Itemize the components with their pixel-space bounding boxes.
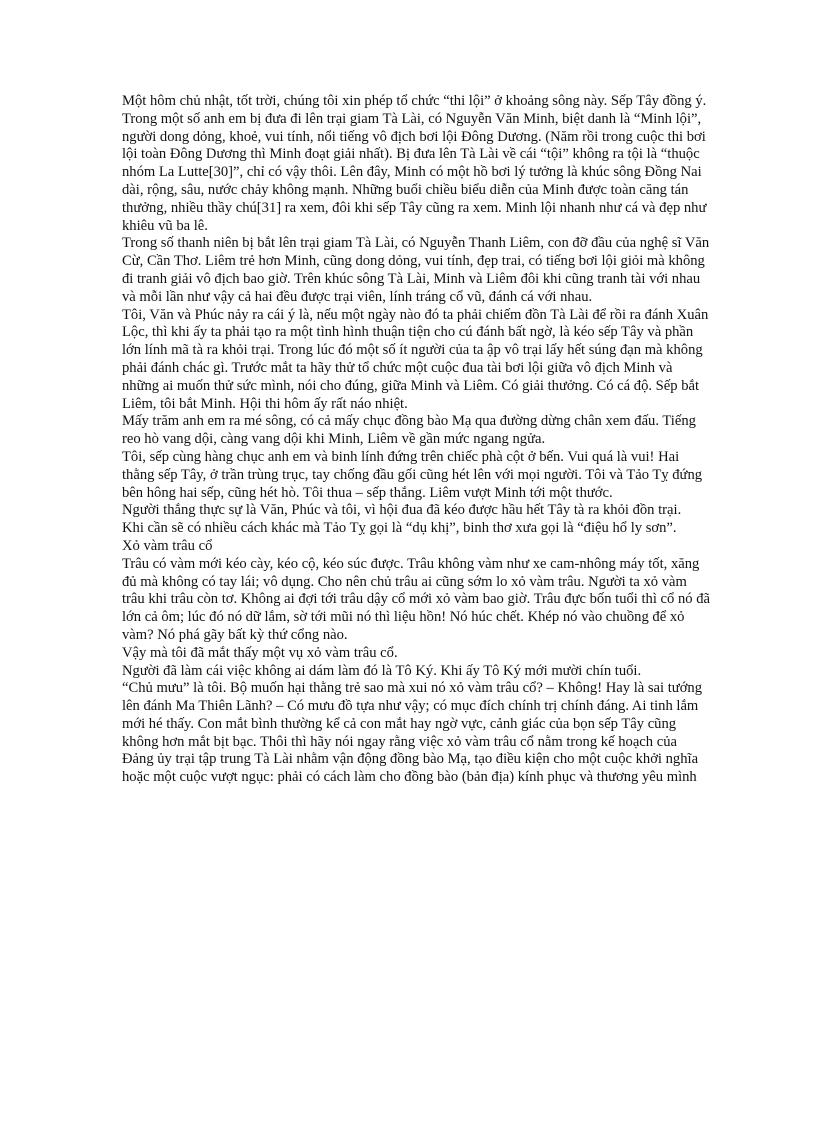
paragraph-chu-muu: “Chủ mưu” là tôi. Bộ muốn hại thằng trẻ sao mà xui nó xỏ vàm trâu cổ? – Không! Hay là sai tướng lên đánh Ma Thiên Lãnh? – Có mưu đồ tựa như vậy; có mục đích chính trị chính đáng. Ai tinh lắm mới hé thấy. Con mắt bình thường kể cả con mắt hay ngờ vực, cảnh giác của bọn sếp Tây cũng không hơn mắt bịt bạc. Thôi thì hãy nói ngay rằng việc xỏ vàm trâu cổ nằm trong kế hoạch của Đảng ủy trại tập trung Tà Lài nhằm vận động đồng bào Mạ, tạo điều kiện cho một cuộc khởi nghĩa hoặc một cuộc vượt ngục: phải có cách làm cho đồng bào (bản địa) kính phục và thương yêu mình [122,680,703,786]
paragraph-plan: Tôi, Văn và Phúc nảy ra cái ý là, nếu một ngày nào đó ta phải chiếm đồn Tà Lài để rồi ra đánh Xuân Lộc, thì khi ấy ta phải tạo ra một tình hình thuận tiện cho cú đánh bất ngờ, là kéo sếp Tây và phần lớn lính mã tà ra khỏi trại. Trong lúc đó một số ít người của ta ập vô trại lấy hết súng đạn mà không phải đánh chác gì. Trước mắt ta hãy thử tổ chức một cuộc đua tài bơi lội giữa vô địch Minh và những ai muốn thử sức mình, nói cho đúng, giữa Minh và Liêm. Có giải thưởng. Có cá độ. Sếp bắt Liêm, tôi bắt Minh. Hội thi hôm ấy rất náo nhiệt. [122,306,709,412]
paragraph-witness: Vậy mà tôi đã mắt thấy một vụ xỏ vàm trâu cổ. [122,644,398,661]
paragraph-ferry: Tôi, sếp cùng hàng chục anh em và binh lính đứng trên chiếc phà cột ở bến. Vui quá là vui! Hai thằng sếp Tây, ở trần trùng trục, tay chống đầu gối cũng hét lên với mọi người. Tôi và Tảo Tỵ đứng bên hông hai sếp, cũng hét hò. Tôi thua – sếp thắng. Liêm vượt Minh tới một thước. [122,448,703,501]
paragraph-thi-loi-intro: Một hôm chủ nhật, tốt trời, chúng tôi xin phép tổ chức “thi lội” ở khoảng sông này. Sếp Tây đồng ý. [122,93,707,109]
paragraph-du-khi: Khi cần sẽ có nhiều cách khác mà Tảo Tỵ gọi là “dụ khị”, binh thơ xưa gọi là “điệu hổ ly sơn”. [122,520,677,537]
paragraph-minh-loi: Trong một số anh em bị đưa đi lên trại giam Tà Lài, có Nguyễn Văn Minh, biệt danh là “Minh lội”, người dong dỏng, khoẻ, vui tính, nổi tiếng vô địch bơi lội Đông Dương. (Năm rồi trong cuộc thi bơi lội toàn Đông Dương thì Minh đoạt giải nhất). Bị đưa lên Tà Lài về cái “tội” không ra tội là “thuộc nhóm La Lutte[30]”, chỉ có vậy thôi. Lên đây, Minh có một hồ bơi lý tưởng là khúc sông Đồng Nai dài, rộng, sâu, nước chảy không mạnh. Những buổi chiều biểu diễn của Minh được toàn căng tán thưởng, nhiều thầy chú[31] ra xem, đôi khi sếp Tây cũng ra xem. Minh lội nhanh như cá và đẹp như khiêu vũ ba lê. [122,110,707,234]
paragraph-thanh-liem: Trong số thanh niên bị bắt lên trại giam Tà Lài, có Nguyễn Thanh Liêm, con đỡ đầu của nghệ sĩ Văn Cừ, Cần Thơ. Liêm trẻ hơn Minh, cũng dong dỏng, vui tính, đẹp trai, có tiếng bơi lội giỏi mà không đi tranh giải vô địch bao giờ. Trên khúc sông Tà Lài, Minh và Liêm đôi khi cũng tranh tài với nhau và mỗi lần như vậy cả hai đều được trại viên, lính tráng cổ vũ, đánh cá với nhau. [122,235,710,305]
document-page [122,93,712,787]
paragraph-to-ky: Người đã làm cái việc không ai dám làm đó là Tô Ký. Khi ấy Tô Ký mới mười chín tuổi. [122,662,642,679]
paragraph-crowd: Mấy trăm anh em ra mé sông, có cả mấy chục đồng bào Mạ qua đường dừng chân xem đấu. Tiếng reo hò vang dội, càng vang dội khi Minh, Liêm về gần mức ngang ngửa. [122,413,696,448]
paragraph-buffalo: Trâu có vàm mới kéo cày, kéo cộ, kéo súc được. Trâu không vàm như xe cam-nhông máy tốt, xăng đủ mà không có tay lái; vô dụng. Cho nên chủ trâu ai cũng sớm lo xỏ vàm trâu. Người ta xỏ vàm trâu khi trâu còn tơ. Không ai đợi tới trâu dậy cổ mới xỏ vàm bao giờ. Trâu đực bốn tuổi thì cổ nó đã lớn cả ôm; lúc đó nó dữ lắm, sờ tới mũi nó thì liệu hồn! Nó húc chết. Khép nó vào chuồng để xỏ vàm? Nó phá gãy bất kỳ thứ cổng nào. [122,555,710,643]
paragraph-real-winner: Người thắng thực sự là Văn, Phúc và tôi, vì hội đua đã kéo được hầu hết Tây tà ra khỏi đồn trại. [122,502,682,519]
section-heading: Xỏ vàm trâu cổ [122,537,213,554]
